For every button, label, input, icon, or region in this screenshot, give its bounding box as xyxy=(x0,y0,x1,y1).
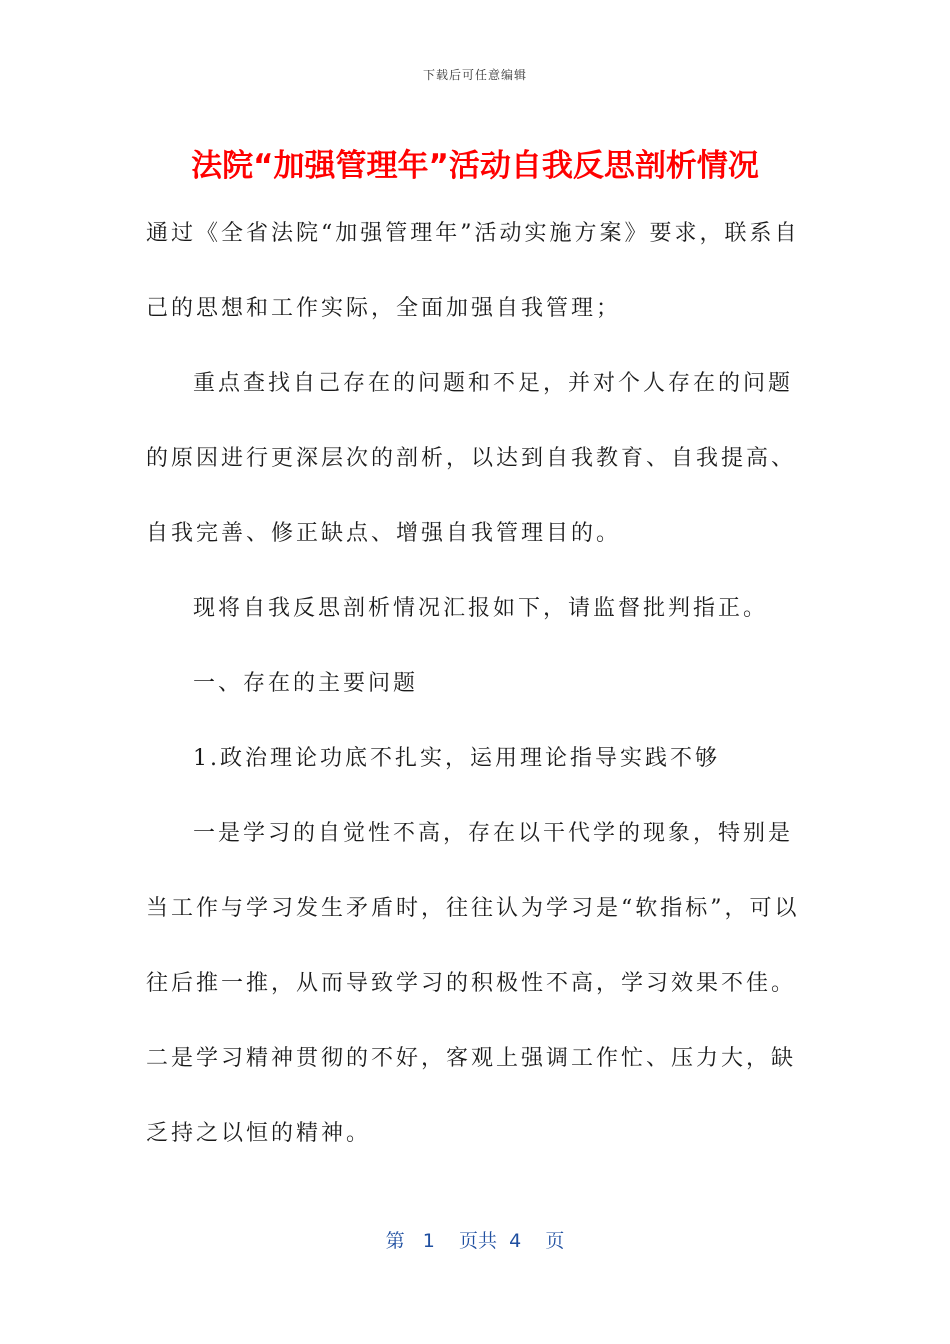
page-footer xyxy=(0,1226,950,1253)
footer-current-page: 1 xyxy=(422,1230,435,1252)
paragraph-learning-issues: 一是学习的自觉性不高，存在以干代学的现象，特别是当工作与学习发生矛盾时，往往认为学习是“软指标”，可以往后推一推，从而导致学习的积极性不高，学习效果不佳。二是学习精神贯彻的不好，客观上强调工作忙、压力大，缺乏持之以恒的精神。 xyxy=(146,821,800,1146)
footer-prefix: 第 xyxy=(385,1230,405,1252)
paragraph-intro: 通过《全省法院“加强管理年”活动实施方案》要求，联系自己的思想和工作实际，全面加强自我管理； xyxy=(146,221,800,321)
subsection-heading-political-theory: 1.政治理论功底不扎实，运用理论指导实践不够 xyxy=(193,746,720,771)
footer-suffix: 页 xyxy=(545,1230,565,1252)
section-heading-main-problems: 一、存在的主要问题 xyxy=(193,671,419,696)
document-body xyxy=(146,196,802,1171)
footer-total-pages: 4 xyxy=(509,1230,522,1252)
footer-middle: 页共 xyxy=(459,1230,498,1252)
header-note: 下载后可任意编辑 xyxy=(422,68,527,82)
paragraph-focus: 重点查找自己存在的问题和不足，并对个人存在的问题的原因进行更深层次的剖析，以达到自我教育、自我提高、自我完善、修正缺点、增强自我管理目的。 xyxy=(146,371,797,546)
document-title: 法院“加强管理年”活动自我反思剖析情况 xyxy=(191,148,759,184)
paragraph-report: 现将自我反思剖析情况汇报如下，请监督批判指正。 xyxy=(193,596,769,621)
